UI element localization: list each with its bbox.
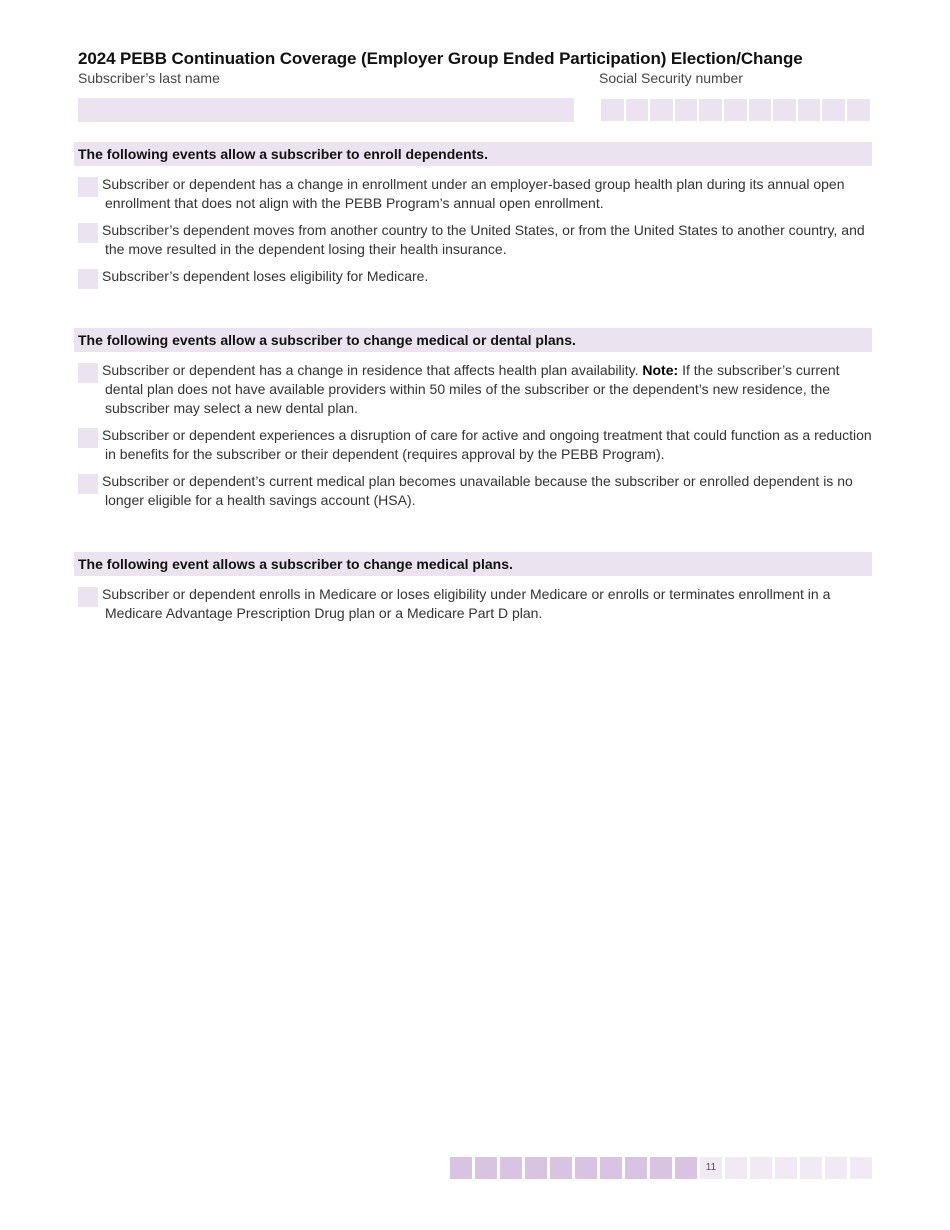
page-marker bbox=[825, 1157, 847, 1179]
page-marker bbox=[850, 1157, 872, 1179]
page-marker bbox=[450, 1157, 472, 1179]
page-marker bbox=[600, 1157, 622, 1179]
page-marker bbox=[725, 1157, 747, 1179]
ssn-digit-cell[interactable] bbox=[724, 99, 747, 121]
page-marker bbox=[775, 1157, 797, 1179]
list-item bbox=[74, 585, 872, 623]
list-item bbox=[74, 472, 872, 510]
event-text: Subscriber or dependent experiences a disruption of care for active and ongoing treatment that could function as a reduction in benefits for the subscriber or their dependent (requires approval by the PEBB Program). bbox=[102, 427, 872, 462]
ssn-digit-cell[interactable] bbox=[773, 99, 796, 121]
page-marker bbox=[475, 1157, 497, 1179]
event-text bbox=[102, 361, 872, 418]
list-item bbox=[74, 175, 872, 213]
event-text: Subscriber or dependent enrolls in Medicare or loses eligibility under Medicare or enrolls or terminates enrollment in a Medicare Advantage Prescription Drug plan or a Medicare Part D plan. bbox=[102, 586, 831, 621]
page-marker bbox=[575, 1157, 597, 1179]
ssn-label: Social Security number bbox=[599, 70, 743, 86]
event-checkbox[interactable] bbox=[78, 269, 98, 289]
event-checkbox[interactable] bbox=[78, 363, 98, 383]
ssn-digit-cell[interactable] bbox=[699, 99, 722, 121]
event-checkbox[interactable] bbox=[78, 177, 98, 197]
section-header: The following event allows a subscriber to change medical plans. bbox=[74, 552, 872, 576]
event-text: Subscriber or dependent has a change in enrollment under an employer-based group health plan during its annual open enrollment that does not align with the PEBB Program’s annual open enrollment. bbox=[102, 176, 845, 211]
list-item bbox=[74, 426, 872, 464]
event-text-main: Subscriber or dependent has a change in residence that affects health plan availability. bbox=[102, 362, 639, 378]
ssn-digit-cell[interactable] bbox=[601, 99, 624, 121]
page-marker bbox=[550, 1157, 572, 1179]
ssn-digit-cell[interactable] bbox=[626, 99, 649, 121]
event-text: Subscriber or dependent’s current medical plan becomes unavailable because the subscriber or enrolled dependent is no longer eligible for a health savings account (HSA). bbox=[102, 473, 853, 508]
list-item bbox=[74, 267, 872, 286]
page-marker bbox=[650, 1157, 672, 1179]
section-enroll-dependents bbox=[74, 142, 872, 294]
event-checkbox[interactable] bbox=[78, 428, 98, 448]
page-marker bbox=[675, 1157, 697, 1179]
ssn-digit-cell[interactable] bbox=[749, 99, 772, 121]
page-marker bbox=[500, 1157, 522, 1179]
list-item bbox=[74, 361, 872, 418]
event-checkbox[interactable] bbox=[78, 474, 98, 494]
section-change-medical bbox=[74, 552, 872, 631]
ssn-input[interactable] bbox=[601, 99, 870, 121]
ssn-digit-cell[interactable] bbox=[822, 99, 845, 121]
last-name-input[interactable] bbox=[78, 98, 574, 122]
last-name-label: Subscriber’s last name bbox=[78, 70, 220, 86]
page-number: 11 bbox=[700, 1157, 722, 1179]
page-indicator bbox=[450, 1157, 872, 1179]
page-marker bbox=[625, 1157, 647, 1179]
page-marker bbox=[750, 1157, 772, 1179]
section-change-medical-dental bbox=[74, 328, 872, 518]
note-text: If the subscriber’s current dental plan does not have available providers within 50 miles of the subscriber or the dependent’s new residence, the subscriber may select a new dental plan. bbox=[105, 362, 840, 416]
event-checkbox[interactable] bbox=[78, 587, 98, 607]
event-text: Subscriber’s dependent loses eligibility for Medicare. bbox=[102, 268, 429, 284]
note-label: Note: bbox=[642, 362, 679, 378]
form-title: 2024 PEBB Continuation Coverage (Employer Group Ended Participation) Election/Change bbox=[78, 49, 803, 68]
ssn-digit-cell[interactable] bbox=[847, 99, 870, 121]
ssn-digit-cell[interactable] bbox=[675, 99, 698, 121]
ssn-digit-cell[interactable] bbox=[650, 99, 673, 121]
list-item bbox=[74, 221, 872, 259]
event-text: Subscriber’s dependent moves from another country to the United States, or from the United States to another country, and the move resulted in the dependent losing their health insurance. bbox=[102, 222, 865, 257]
section-header: The following events allow a subscriber to change medical or dental plans. bbox=[74, 328, 872, 352]
event-checkbox[interactable] bbox=[78, 223, 98, 243]
ssn-digit-cell[interactable] bbox=[798, 99, 821, 121]
page-marker bbox=[525, 1157, 547, 1179]
page-marker bbox=[800, 1157, 822, 1179]
section-header: The following events allow a subscriber to enroll dependents. bbox=[74, 142, 872, 166]
